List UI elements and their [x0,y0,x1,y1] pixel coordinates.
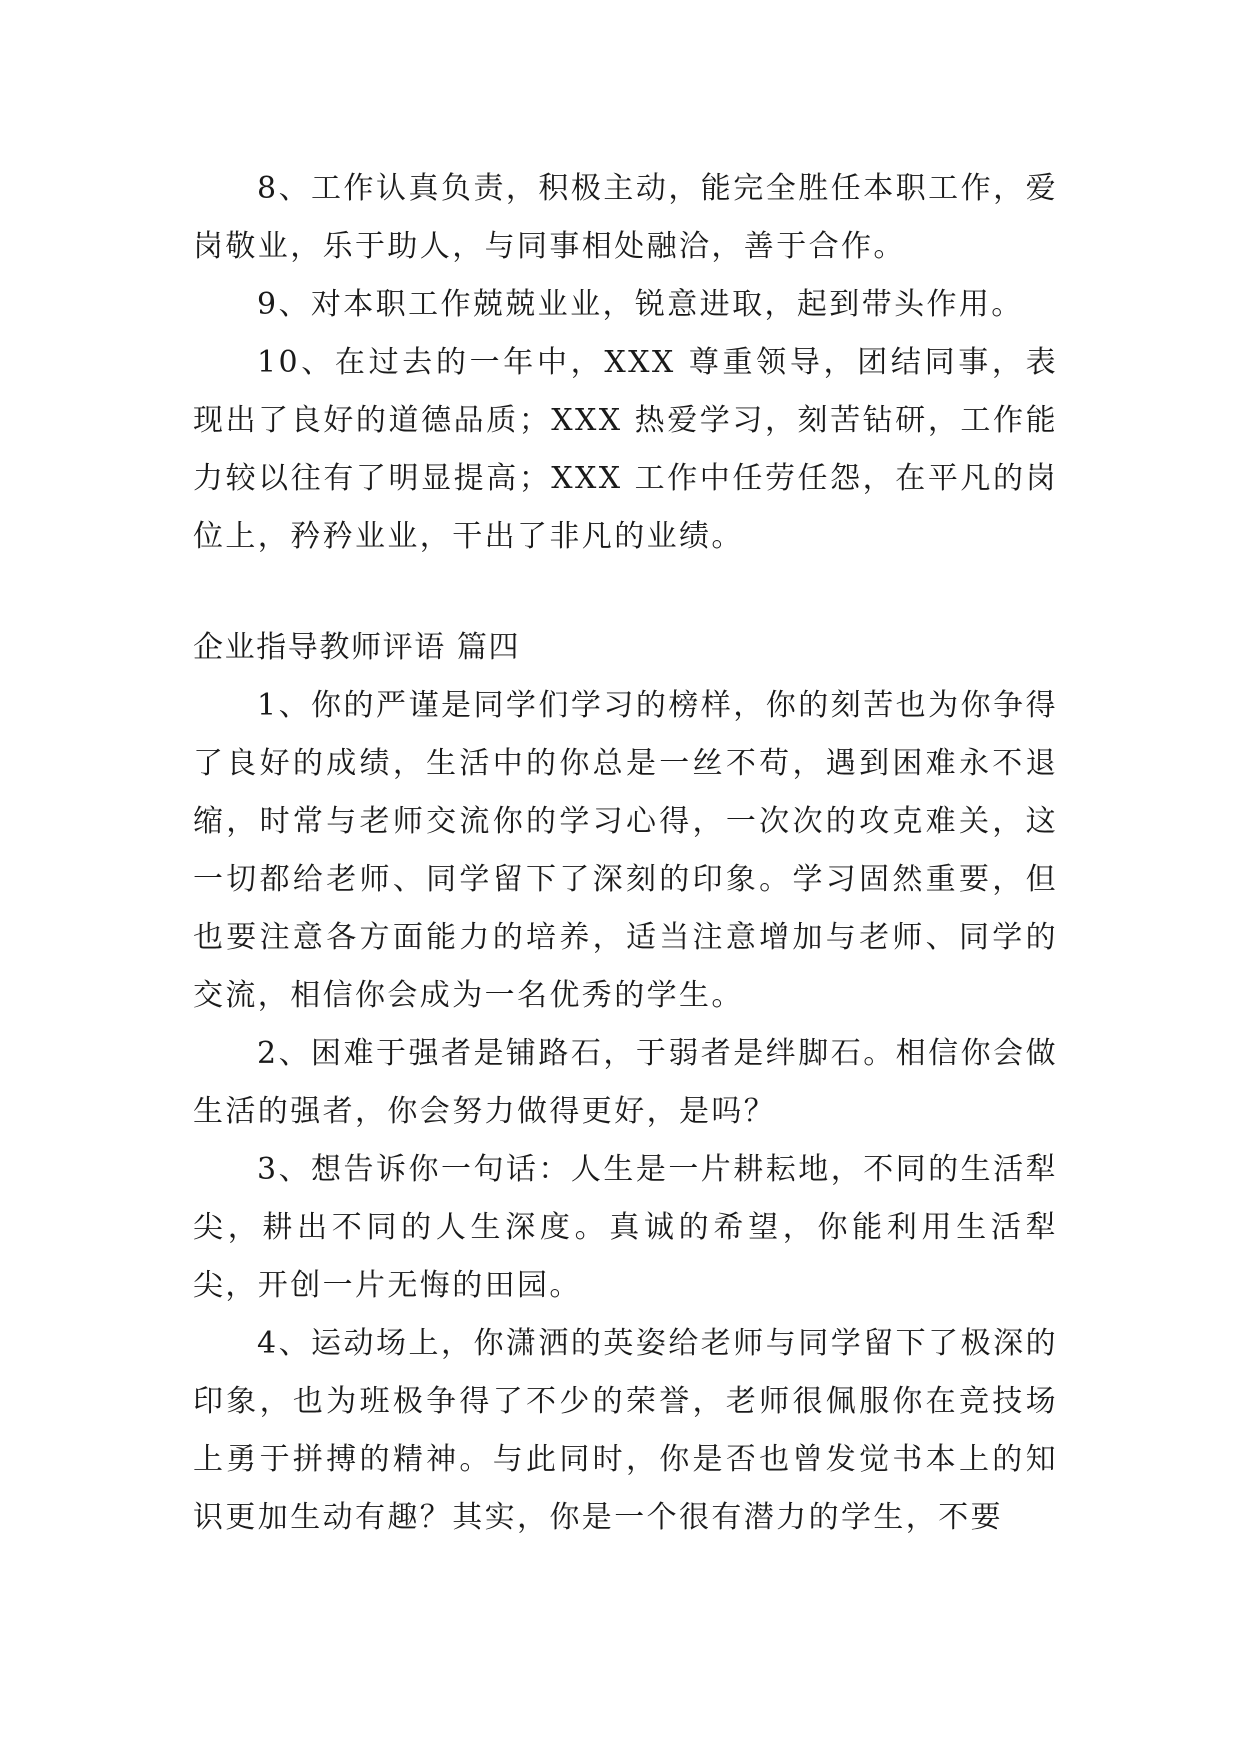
paragraph-item-3: 3、想告诉你一句话：人生是一片耕耘地，不同的生活犁尖，耕出不同的人生深度。真诚的希望，你能利用生活犁尖，开创一片无悔的田园。 [193,1152,1058,1303]
paragraph-item-8: 8、工作认真负责，积极主动，能完全胜任本职工作，爱岗敬业，乐于助人，与同事相处融洽，善于合作。 [193,171,1058,264]
paragraph-item-10: 10、在过去的一年中，XXX 尊重领导，团结同事，表现出了良好的道德品质；XXX 热爱学习，刻苦钻研，工作能力较以往有了明显提高；XXX 工作中任劳任怨，在平凡的岗位上，矜矜业业，干出了非凡的业绩。 [193,345,1058,554]
paragraph-item-1: 1、你的严谨是同学们学习的榜样，你的刻苦也为你争得了良好的成绩，生活中的你总是一丝不苟，遇到困难永不退缩，时常与老师交流你的学习心得，一次次的攻克难关，这一切都给老师、同学留下了深刻的印象。学习固然重要，但也要注意各方面能力的培养，适当注意增加与老师、同学的交流，相信你会成为一名优秀的学生。 [193,688,1058,1013]
section-pian-si [193,619,1058,1547]
paragraph-item-4: 4、运动场上，你潇洒的英姿给老师与同学留下了极深的印象，也为班极争得了不少的荣誉，老师很佩服你在竞技场上勇于拼搏的精神。与此同时，你是否也曾发觉书本上的知识更加生动有趣？其实，你是一个很有潜力的学生，不要 [193,1326,1058,1535]
paragraph-item-9: 9、对本职工作兢兢业业，锐意进取，起到带头作用。 [257,287,1024,322]
section-heading: 企业指导教师评语 篇四 [193,630,521,665]
document-body [193,160,1058,1547]
paragraph-item-2: 2、困难于强者是铺路石，于弱者是绊脚石。相信你会做生活的强者，你会努力做得更好，是吗？ [193,1036,1058,1129]
